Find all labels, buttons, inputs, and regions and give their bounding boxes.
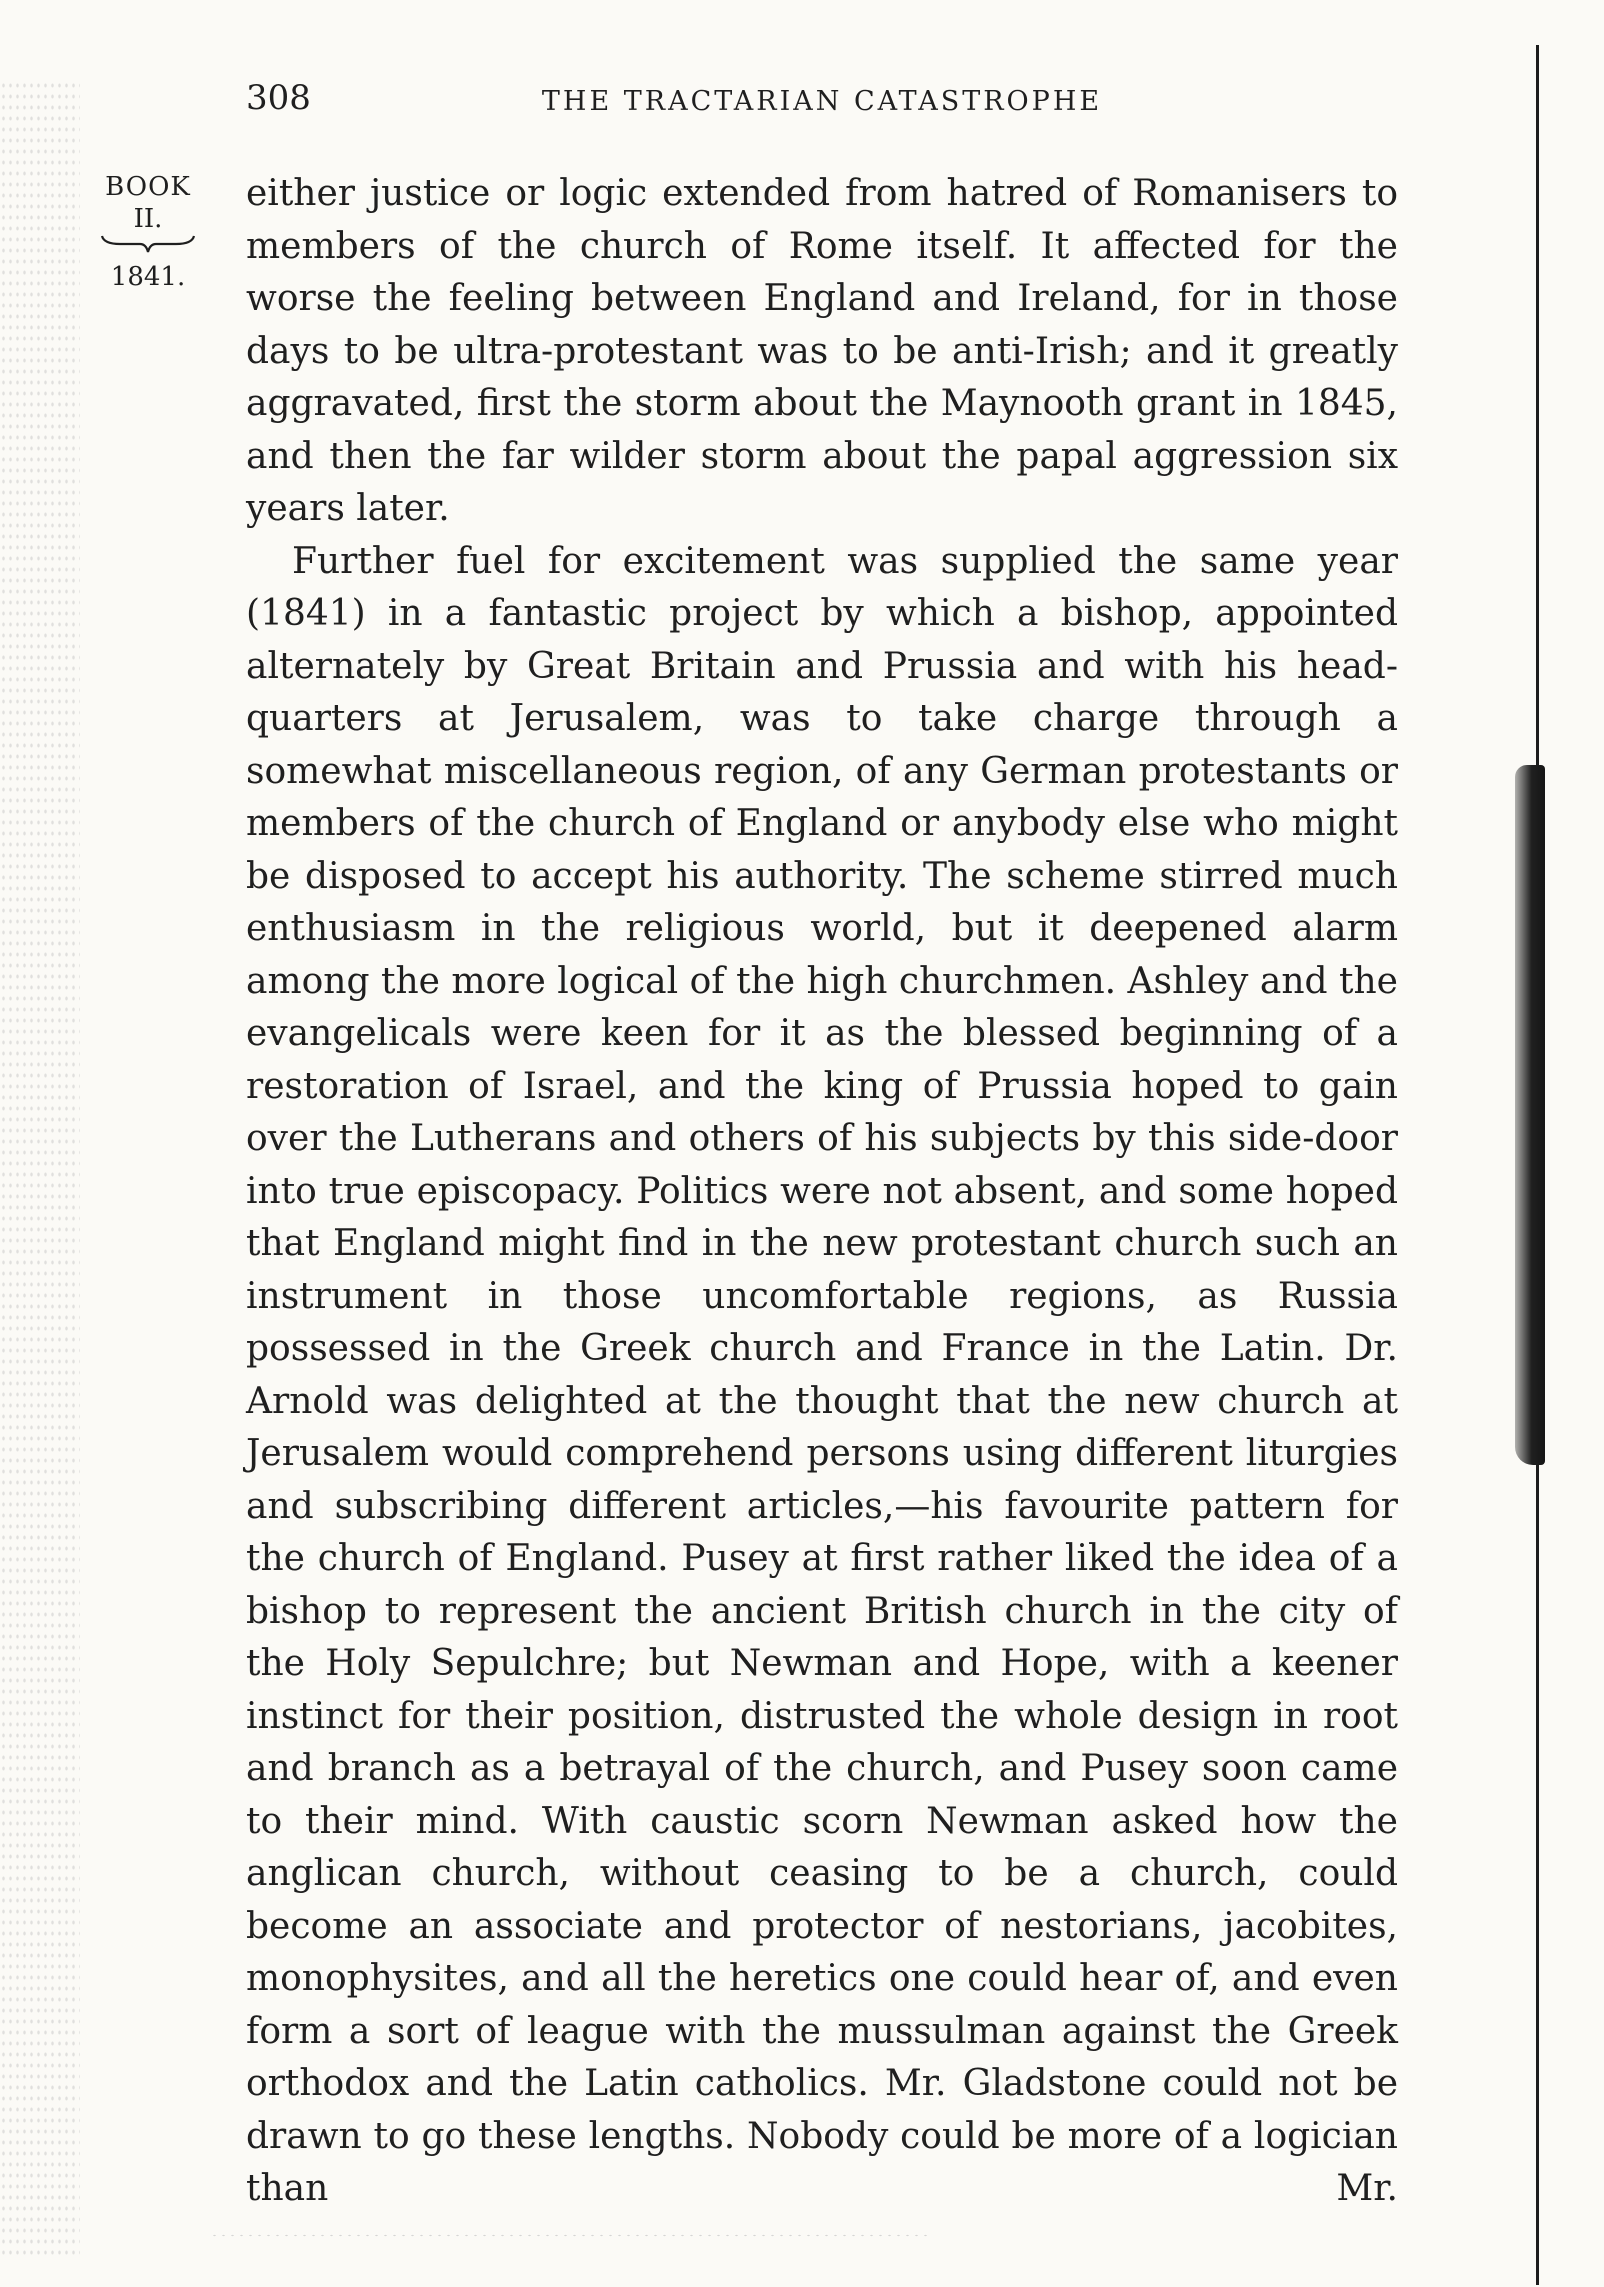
body-text [246,168,1398,2216]
paragraph-2: Further fuel for excitement was supplied the same year (1841) in a fantastic project by which a bishop, appointed alternately by Great Britain and Prussia and with his head-quarters at Jerusalem, was to take charge through a somewhat miscellaneous region, of any German protestants or members of the church of England or anybody else who might be disposed to accept his authority. The scheme stirred much enthusiasm in the religious world, but it deepened alarm among the more logical of the high churchmen. Ashley and the evangelicals were keen for it as the blessed beginning of a restoration of Israel, and the king of Prussia hoped to gain over the Lutherans and others of his subjects by this side-door into true episcopacy. Politics were not absent, and some hoped that England might find in the new protestant church such an instrument in those uncomfortable regions, as Russia possessed in the Greek church and France in the Latin. Dr. Arnold was delighted at the thought that the new church at Jerusalem would comprehend persons using different liturgies and subscribing different articles,—his favourite pattern for the church of England. Pusey at first rather liked the idea of a bishop to represent the ancient British church in the city of the Holy Sepulchre; but Newman and Hope, with a keener instinct for their position, distrusted the whole design in root and branch as a betrayal of the church, and Pusey soon came to their mind. With caustic scorn Newman asked how the anglican church, without ceasing to be a church, could become an associate and protector of nestorians, jacobites, monophysites, and all the heretics one could hear of, and even form a sort of league with the mussulman against the Greek orthodox and the Latin catholics. Mr. Gladstone could not be drawn to go these lengths. Nobody could be more of a logician than Mr. [246,540,1398,2209]
binding-ink-blot [1515,765,1545,1465]
paragraph-1: either justice or logic extended from hatred of Romanisers to members of the church of Rome itself. It affected for the worse the feeling between England and Ireland, for in those days to be ultra-protestant was to be anti-Irish; and it greatly aggravated, first the storm about the Maynooth grant in 1845, and then the far wilder storm about the papal aggression six years later. [246,173,1398,529]
bottom-speckle [210,2233,930,2238]
brace-icon [100,232,196,256]
margin-note-book: BOOK [105,172,191,202]
page-header [246,78,1398,134]
margin-note-year: 1841. [110,262,186,292]
margin-note-volume: II. [133,204,163,234]
running-title: THE TRACTARIAN CATASTROPHE [541,86,1103,117]
page-edge-speckle [0,80,80,2260]
page-number: 308 [246,78,311,118]
margin-note [86,172,210,292]
